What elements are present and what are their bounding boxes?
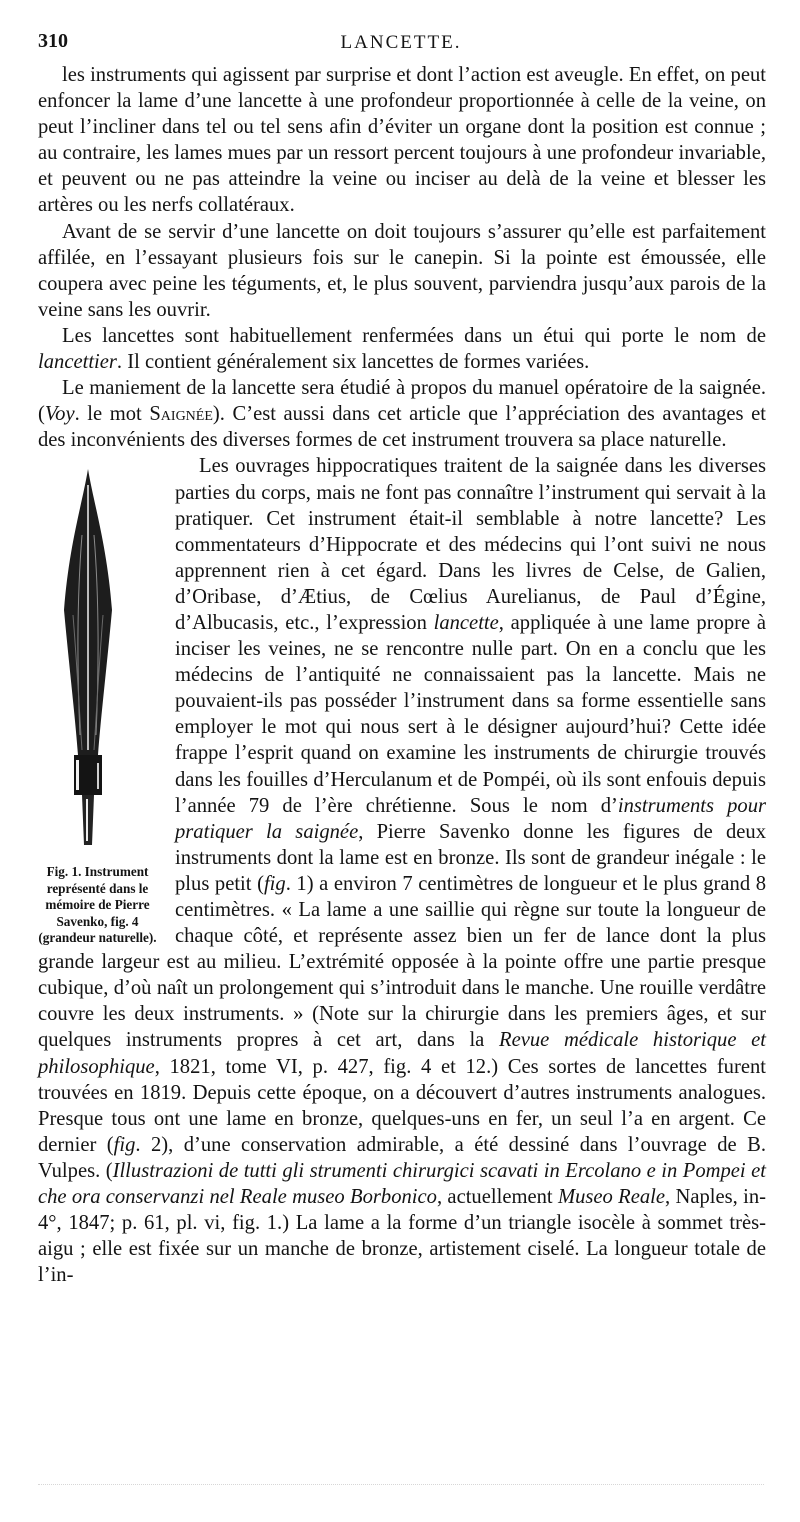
italic-text: Museo Reale xyxy=(557,1186,666,1209)
paragraph-3 xyxy=(38,323,766,375)
text-run: , Pierre Savenko donne les figures de deux instruments dont la lame est en bronze. Ils sont de grandeur inégale : le plus petit ( xyxy=(175,820,767,895)
text-run: ). C’est aussi dans cet article que l’appréciation des avantages et des inconvénients des diverses formes de cet instrument trouvera sa place naturelle. xyxy=(38,403,766,452)
italic-text: lancette xyxy=(433,611,499,634)
figure-1 xyxy=(38,459,163,947)
page-number: 310 xyxy=(38,30,68,52)
bottom-scan-noise xyxy=(38,1484,764,1489)
text-run: Avant de se servir d’une lancette on doit toujours s’assurer qu’elle est parfaitement affilée, en l’essayant plusieurs fois sur le canepin. Si la pointe est émoussée, elle coupera avec peine les téguments, et, le plus souvent, parviendra jusqu’aux parois de la veine sans les ouvrir. xyxy=(38,220,766,321)
figure-caption: Fig. 1. Instrument représenté dans le mémoire de Pierre Savenko, fig. 4 (grandeur naturelle). xyxy=(38,864,157,946)
text-run: , actuellement xyxy=(436,1186,558,1209)
text-run: . 2), d’une conservation admirable, a été dessiné dans l’ouvrage de B. Vulpes. ( xyxy=(38,1133,767,1182)
text-run: . Il contient généralement six lancettes de formes variées. xyxy=(116,351,590,374)
italic-text: Revue médicale historique et philosophique xyxy=(38,1029,766,1078)
italic-text: fig xyxy=(113,1133,136,1156)
text-run: Les lancettes sont habituellement renfermées dans un étui qui porte le nom de xyxy=(62,324,766,347)
italic-text: Illustrazioni de tutti gli strumenti chirurgici scavati in Ercolano e in Pompei et che ora conservanzi nel Reale museo Borbonico xyxy=(38,1159,766,1209)
italic-text: fig xyxy=(263,872,286,895)
text-run: . 1) a environ 7 centimètres de longueur et le plus grand 8 centimètres. « La lame a une saillie qui règne sur toute la longueur de chaque côté, et représente assez bien un fer de lance dont la plus grande largeur est au milieu. L’extrémité opposée à la pointe offre une partie presque cubique, d’où naît un prolongement qui s’introduit dans le manche. Une rouille verdâtre couvre les deux instruments. » (Note sur la chirurgie dans les premiers âges, et sur quelques instruments propres à cet art, dans la xyxy=(38,872,766,1052)
paragraph-1 xyxy=(38,62,766,219)
italic-text: instruments pour pratiquer la saignée xyxy=(175,794,767,843)
text-run: , appliquée à une lame propre à inciser les veines, ne se rencontre nulle part. On en a conclu que les médecins de l’antiquité ne connaissaient pas la lancette. Mais ne pouvaient-ils pas posséder l’instrument dans sa forme essentielle sans employer le mot qui nous sert à le désigner aujourd’hui? Cette idée frappe l’esprit quand on examine les instruments de chirurgie trouvés dans les fouilles d’Herculanum et de Pompéi, où ils sont enfouis depuis l’année 79 de l’ère chrétienne. Sous le nom d’ xyxy=(175,611,766,817)
lancet-illustration xyxy=(60,465,116,850)
italic-text: Voy xyxy=(44,403,75,426)
text-run: les instruments qui agissent par surprise et dont l’action est aveugle. En effet, on peut enfoncer la lame d’une lancette à une profondeur proportionnée à celle de la veine, on peut l’incliner dans tel ou tel sens afin d’éviter un organe dont la position est connue ; au contraire, les lames mues par un ressort percent toujours à une profondeur invariable, et peuvent ou ne pas atteindre la veine ou inciser au delà de la veine et blesser les artères ou les nerfs collatéraux. xyxy=(38,64,766,217)
text-run: . le mot xyxy=(74,403,150,426)
text-run: Les ouvrages hippocratiques traitent de la saignée dans les diverses parties du corps, mais ne font pas connaître l’instrument qui servait à la pratiquer. Cet instrument était-il semblable à notre lancette? Les commentateurs d’Hippocrate et des médecins qui l’ont suivi ne nous apprennent rien à cet égard. Dans les livres de Celse, de Galien, d’Oribase, d’Ætius, de Cœlius Aurelianus, de Paul d’Égine, d’Albucasis, etc., l’expression xyxy=(175,455,766,634)
paragraph-5 xyxy=(38,453,766,1288)
article-body xyxy=(38,62,766,1288)
small-caps-text: Saignée xyxy=(149,403,213,426)
page-header xyxy=(38,30,764,56)
running-title: LANCETTE. xyxy=(340,32,462,53)
paragraph-4 xyxy=(38,375,766,453)
text-run: Le maniement de la lancette sera étudié à propos du manuel opératoire de la saignée. ( xyxy=(38,377,766,426)
paragraph-2 xyxy=(38,219,766,323)
italic-text: lancettier xyxy=(38,351,117,374)
text-run: , 1821, tome VI, p. 427, fig. 4 et 12.) Ces sortes de lancettes furent trouvées en 1819. Depuis cette époque, on a découvert d’autres instruments analogues. Presque tous ont une lame en bronze, quelques-uns en fer, un seul l’a en argent. Ce dernier ( xyxy=(38,1055,766,1156)
text-run: , Naples, in-4°, 1847; p. 61, pl. vi, fig. 1.) La lame a la forme d’un triangle isocèle à sommet très-aigu ; elle est fixée sur un manche de bronze, artistement ciselé. La longueur totale de l’in- xyxy=(38,1186,767,1287)
